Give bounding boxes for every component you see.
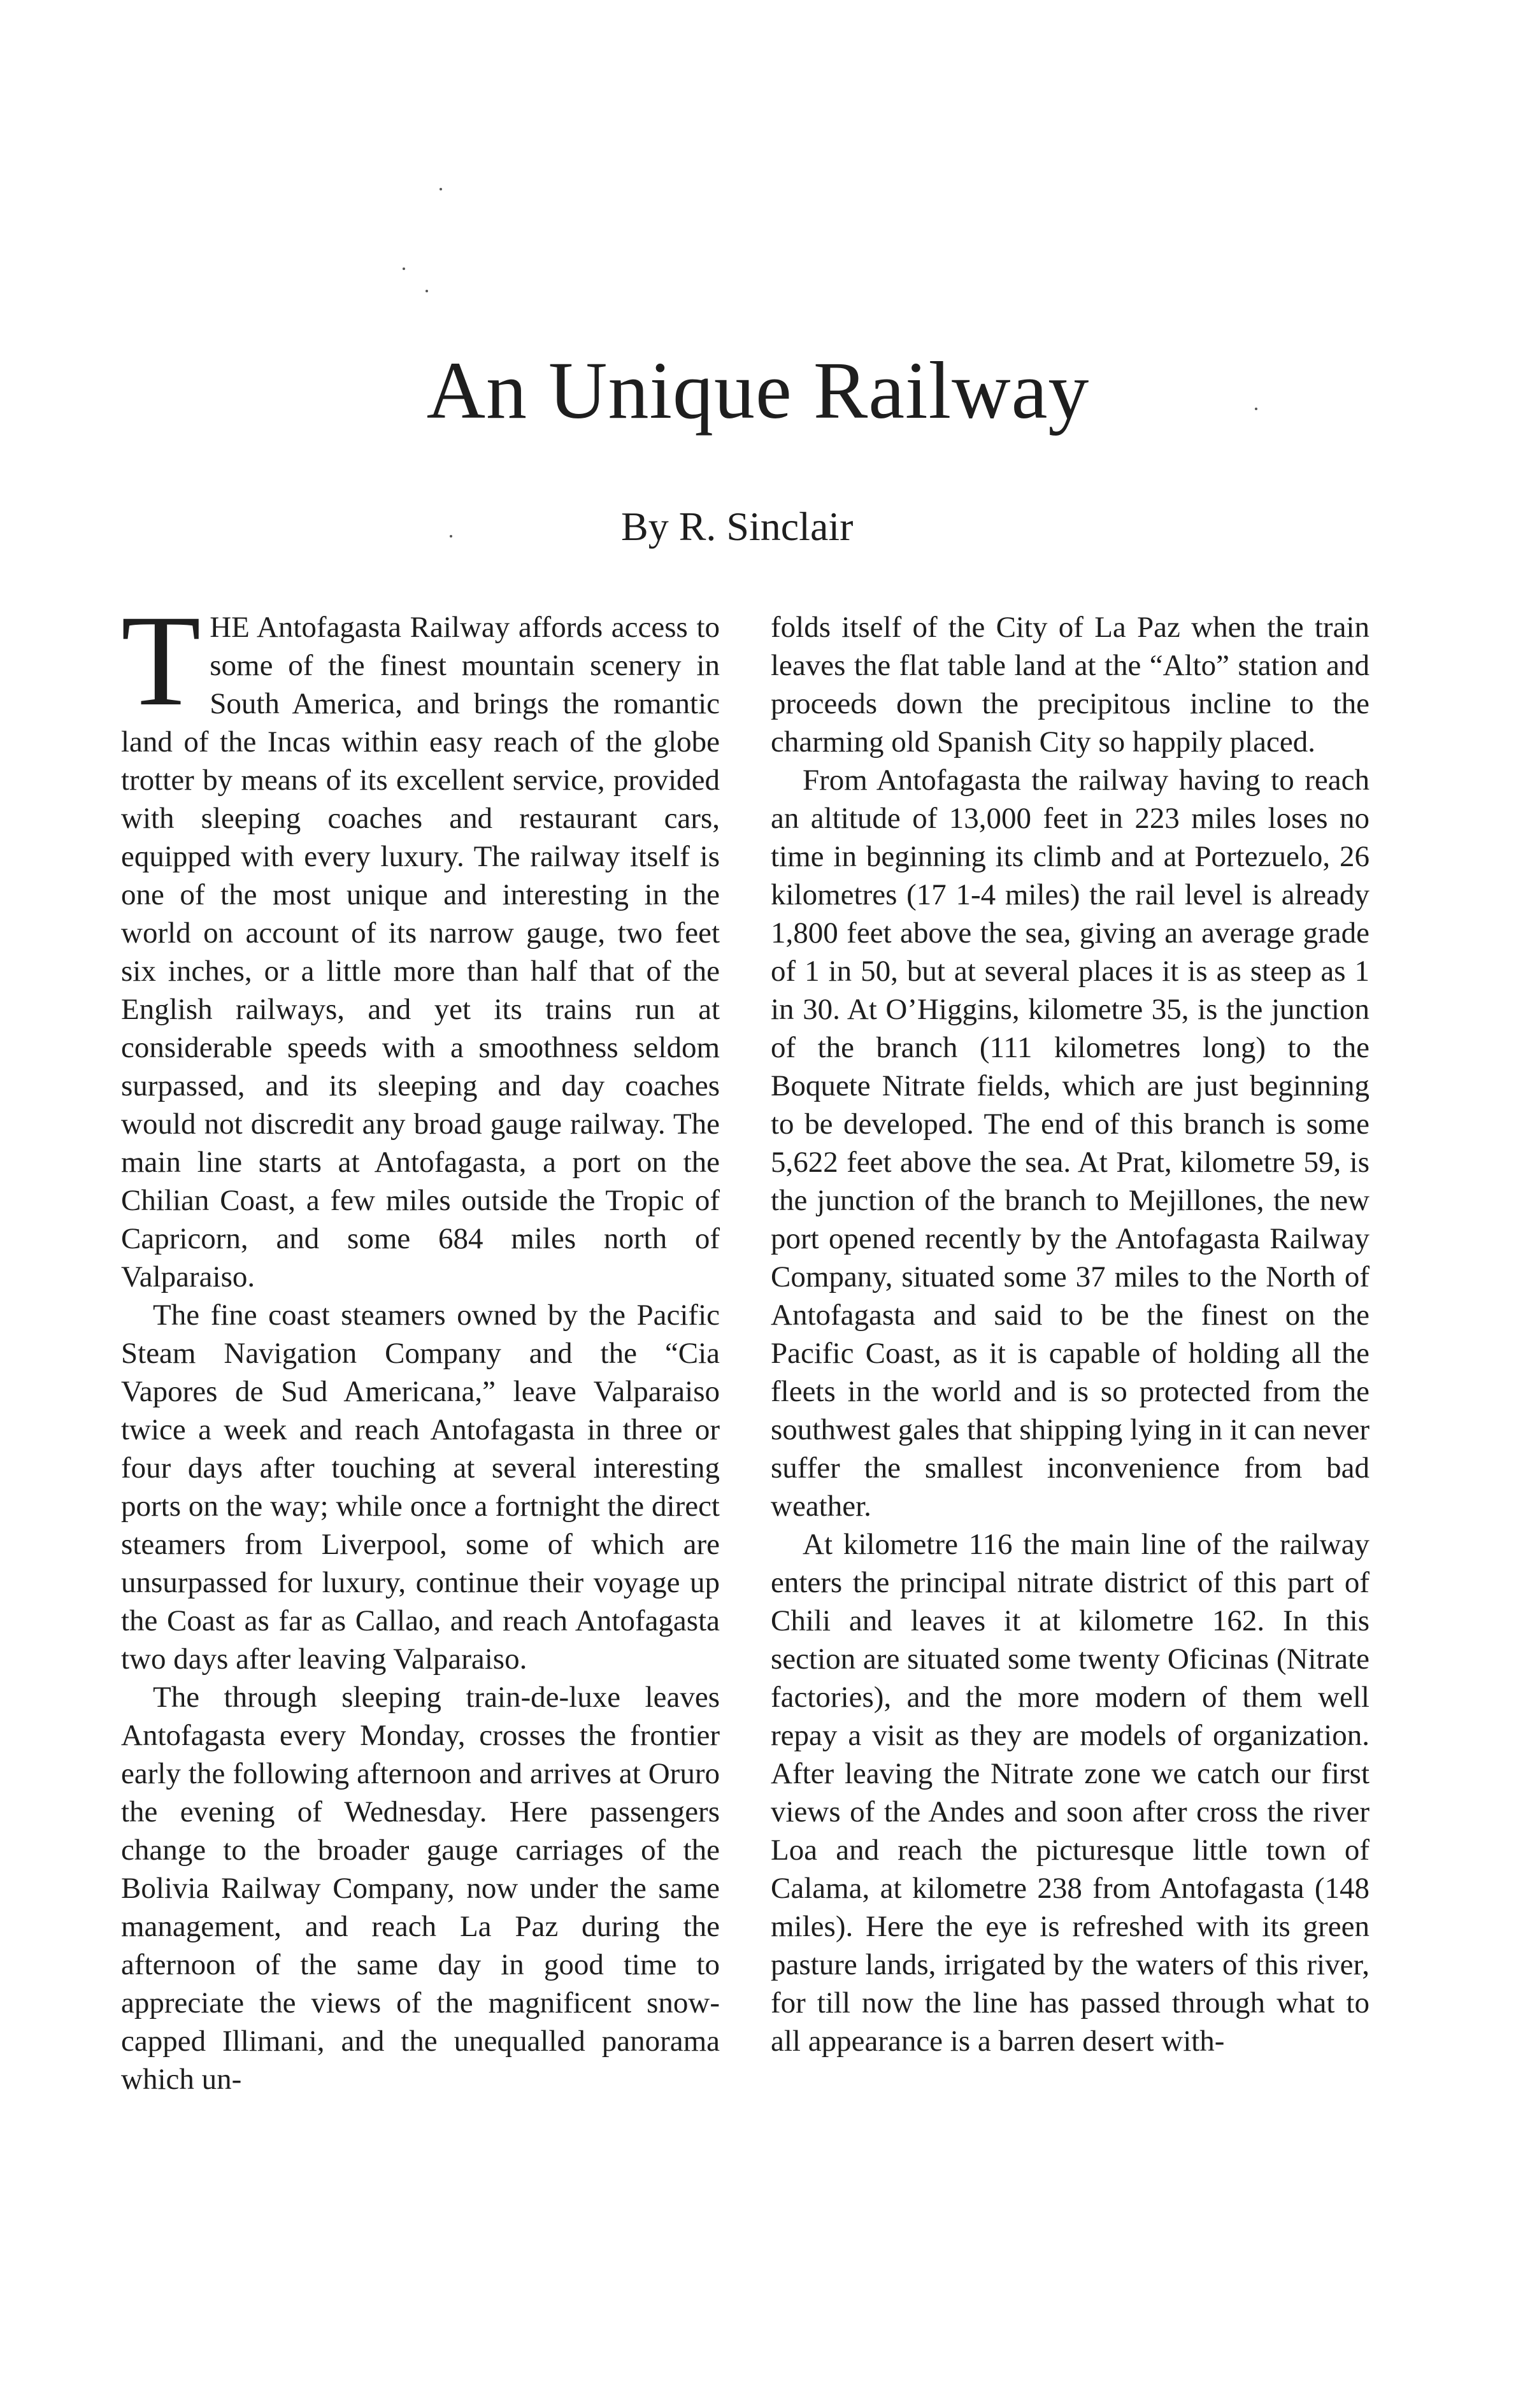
left-column: [121, 588, 720, 2098]
print-speck: [403, 267, 405, 270]
drop-cap: T: [121, 588, 201, 733]
paragraph-3: The through sleeping train-de-luxe leaves Antofagasta every Monday, crosses the frontier early the following afternoon and arrives at Oruro the evening of Wednesday. Here passengers change to the broader gauge carriages of the Bolivia Railway Company, now under the same management, and reach La Paz during the afternoon of the same day in good time to appreciate the views of the magnificent snow-capped Illimani, and the unequalled panorama which un-: [121, 1681, 720, 2096]
print-speck: [1255, 408, 1257, 410]
paragraph-5: From Antofagasta the railway having to reach an altitude of 13,000 feet in 223 miles loses no time in beginning its climb and at Portezuelo, 26 kilometres (17 1-4 miles) the rail level is already 1,800 feet above the sea, giving an average grade of 1 in 50, but at several places it is as steep as 1 in 30. At O’Higgins, kilometre 35, is the junction of the branch (111 kilometres long) to the Boquete Nitrate fields, which are just beginning to be developed. The end of this branch is some 5,622 feet above the sea. At Prat, kilometre 59, is the junction of the branch to Mejillones, the new port opened recently by the Antofagasta Railway Company, situated some 37 miles to the North of Antofagasta and said to be the finest on the Pacific Coast, as it is capable of holding all the fleets in the world and is so protected from the southwest gales that shipping lying in it can never suffer the smallest inconvenience from bad weather.: [771, 764, 1369, 1523]
paragraph-2: The fine coast steamers owned by the Pacific Steam Navigation Company and the “Cia Vapores de Sud Americana,” leave Valparaiso twice a week and reach Antofagasta in three or four days after touching at several interesting ports on the way; while once a fortnight the direct steamers from Liverpool, some of which are unsurpassed for luxury, continue their voyage up the Coast as far as Callao, and reach Antofagasta two days after leaving Valparaiso.: [121, 1299, 720, 1676]
print-speck: [440, 188, 442, 190]
paragraph-1-text: HE Antofagasta Railway affords access to some of the finest mountain scenery in South America, and brings the romantic land of the Incas within easy reach of the globe trotter by means of its excellent service, provided with sleeping coaches and restaurant cars, equipped with every luxury. The railway itself is one of the most unique and interesting in the world on account of its narrow gauge, two feet six inches, or a little more than half that of the English railways, and yet its trains run at considerable speeds with a smoothness seldom surpassed, and its sleeping and day coaches would not discredit any broad gauge railway. The main line starts at Antofagasta, a port on the Chilian Coast, a few miles outside the Tropic of Capricorn, and some 684 miles north of Valparaiso.: [121, 611, 720, 1293]
print-speck: [425, 290, 428, 292]
article-byline: By R. Sinclair: [621, 504, 854, 549]
right-column: [771, 608, 1369, 2060]
paragraph-4: folds itself of the City of La Paz when the train leaves the flat table land at the “Alto” station and proceeds down the precipitous incline to the charming old Spanish City so happily placed.: [771, 611, 1369, 759]
paragraph-6: At kilometre 116 the main line of the railway enters the principal nitrate district of this part of Chili and leaves it at kilometre 162. In this section are situated some twenty Oficinas (Nitrate factories), and the more modern of them well repay a visit as they are models of organization. After leaving the Nitrate zone we catch our first views of the Andes and soon after cross the river Loa and reach the picturesque little town of Calama, at kilometre 238 from Antofagasta (148 miles). Here the eye is refreshed with its green pasture lands, irrigated by the waters of this river, for till now the line has passed through what to all appearance is a barren desert with-: [771, 1528, 1369, 2058]
paragraph-1: [121, 588, 720, 1296]
article-title: An Unique Railway: [426, 345, 1090, 436]
print-speck: [450, 535, 452, 538]
